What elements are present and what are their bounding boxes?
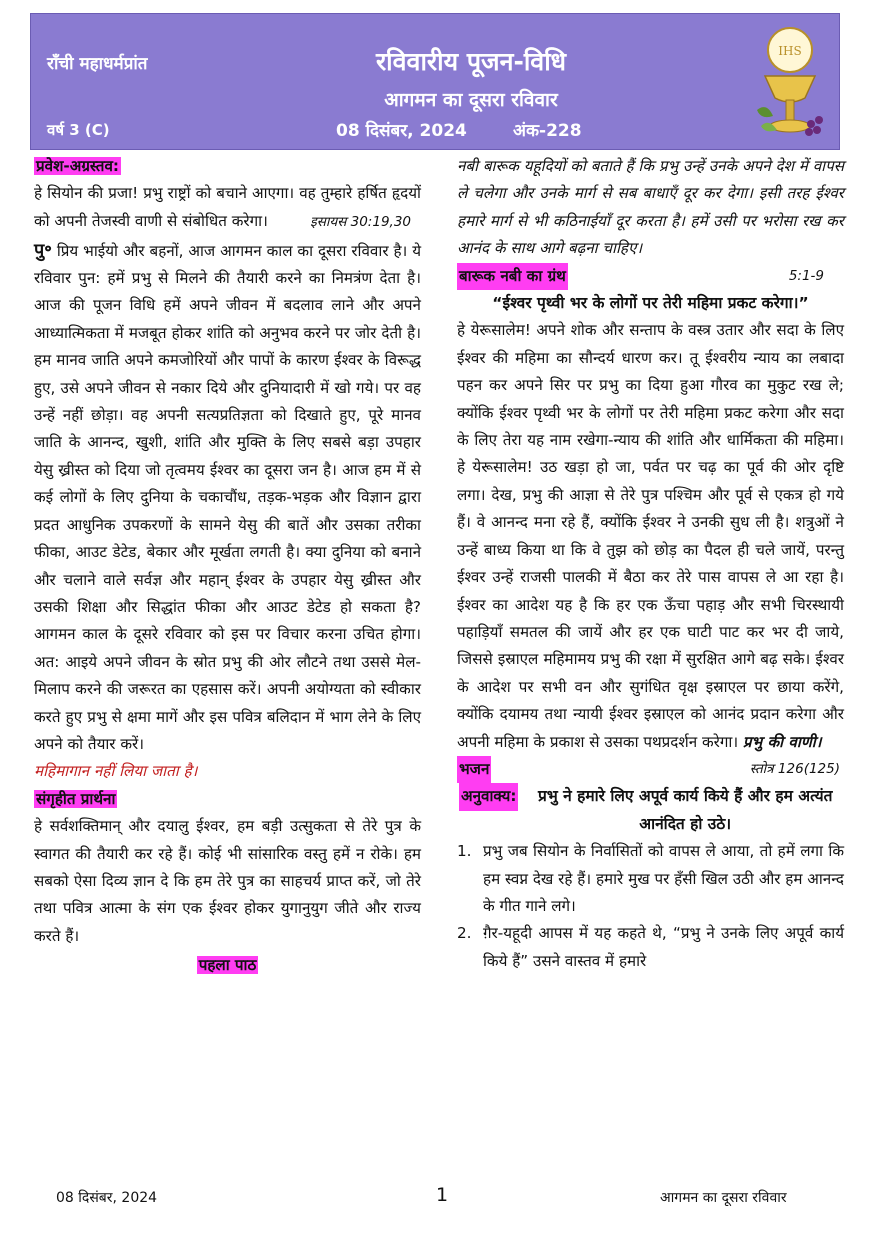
footer-date: 08 दिसंबर, 2024 xyxy=(56,1190,158,1206)
entrance-antiphon-heading: प्रवेश-अग्रस्तव: xyxy=(36,157,119,175)
reading-intro: नबी बारूक यहूदियों को बताते हैं कि प्रभु उन्हें उनके अपने देश में वापस ले चलेगा और उनके मार्ग से सब बाधाएँ दूर कर देगा। इसी तरह ईश्वर हमारे मार्ग से भी कठिनाईयाँ दूर करता है। हमें उसी पर भरोसा रख कर आनंद के साथ आगे बढ़ना चाहिए। xyxy=(457,157,844,258)
page-number: 1 xyxy=(436,1184,449,1206)
left-column xyxy=(34,153,421,980)
header-banner xyxy=(30,13,840,150)
verse-number: 2. xyxy=(457,924,472,943)
diocese-name: राँची महाधर्मप्रांत xyxy=(47,54,148,74)
footer-title: आगमन का दूसरा रविवार xyxy=(660,1190,787,1206)
verse-number: 1. xyxy=(457,842,472,861)
header-date: 08 दिसंबर, 2024 xyxy=(336,121,467,141)
right-column xyxy=(457,153,844,975)
intro-text: प्रिय भाईयो और बहनों, आज आगमन काल का दूसरा रविवार है। ये रविवार पुन: हमें प्रभु से मिलने की तैयारी करने का निमत्रंण देता है। आज की पूजन विधि हमें अपने जीवन में बदलाव लाने और अपने आध्यात्मिकता में मजबूत होकर शांति को अनुभव करने पर जोर देती है। हम मानव जाति अपने कमजोरियों और पापों के कारण ईश्वर के विरूद्ध हुए, उसे अपने जीवन से नकार दिये और दुनियादारी में खो गये। पर वह उन्हें नहीं छोड़ा। वह अपनी सत्यप्रतिज्ञता को दिखाते हुए, पूरे मानव जाति के आनन्द, खुशी, शांति और मुक्ति के लिए सबसे बड़ा उपहार येसु ख्रीस्त को दिया जो तृत्वमय ईश्वर का दूसरा जन है। आज हम में से कई लोगों के लिए दुनिया के चकाचौंध, तड़क-भड़क और विज्ञान द्वारा प्रदत आधुनिक उपकरणों के सामने येसु की बातें और उसका तरीका फीका, आउट डेटेड, बेकार और मूर्खता लगती है। क्या दुनिया को बनाने और चलाने वाले सर्वज्ञ और महान् ईश्वर के उपहार येसु ख्रीस्त और उसकी शिक्षा और सिद्धांत फीका और आउट डेटेड हो सकता है? आगमन काल के दूसरे रविवार को इस पर विचार करना उचित होगा। अत: आइये अपने जीवन के स्रोत प्रभु की ओर लौटने तथा उससे मेल-मिलाप करने की जरूरत का एहसास करें। अपनी अयोग्यता को स्वीकार करते हुए प्रभु से क्षमा मागें और इस पवित्र बलिदान में भाग लेने के लिए अपने को तैयार करें। xyxy=(34,241,421,753)
psalm-response xyxy=(459,783,844,838)
psalm-ref: स्तोत्र 126(125) xyxy=(749,760,840,777)
psalm-heading: भजन xyxy=(457,756,491,783)
collect-heading: संगृहीत प्रार्थना xyxy=(36,789,116,808)
issue-number: अंक-228 xyxy=(513,121,582,141)
page-title: रविवारीय पूजन-विधि xyxy=(375,47,567,76)
reading-closing: प्रभु की वाणी। xyxy=(742,732,822,751)
entrance-antiphon-text: हे सियोन की प्रजा! प्रभु राष्ट्रों को बचाने आएगा। वह तुम्हारे हर्षित हृदयों को अपनी तेजस्वी वाणी से संबोधित करेगा। xyxy=(34,184,421,230)
entrance-antiphon-ref: इसायस 30:19,30 xyxy=(310,214,411,231)
baruch-ref: 5:1-9 xyxy=(788,267,824,284)
intro-paragraph xyxy=(34,237,421,759)
psalm-verse xyxy=(457,920,844,975)
liturgical-year: वर्ष 3 (C) xyxy=(47,121,110,139)
psalm-verses xyxy=(457,838,844,975)
chalice-host-logo xyxy=(747,20,833,144)
verse-text: प्रभु जब सियोन के निर्वासितों को वापस ले आया, तो हमें लगा कि हम स्वप्न देख रहे हैं। हमारे मुख पर हँसी खिल उठी और हम आनन्द के गीत गाने लगे। xyxy=(483,842,844,915)
response-text: प्रभु ने हमारे लिए अपूर्व कार्य किये हैं और हम अत्यंत आनंदित हो उठे। xyxy=(538,787,833,833)
ihs-text: IHS xyxy=(778,44,802,58)
gloria-note: महिमागान नहीं लिया जाता है। xyxy=(34,762,198,781)
baruch-heading: बारूक नबी का ग्रंथ xyxy=(457,263,568,290)
psalm-verse xyxy=(457,838,844,920)
baruch-text xyxy=(457,317,844,756)
baruch-body: हे येरूसालेम! अपने शोक और सन्ताप के वस्त्र उतार और सदा के लिए ईश्वर की महिमा का सौन्दर्य धारण कर। तू ईश्वरीय न्याय का लबादा पहन कर अपने सिर पर प्रभु का दिया हुआ गौरव का मुकुट रख ले; क्योंकि ईश्वर पृथ्वी भर के लोगों पर तेरी महिमा प्रकट करेगा और सदा के लिए तेरा यह नाम रखेगा-न्याय की शांति और धार्मिकता की महिमा। हे येरूसालेम! उठ खड़ा हो जा, पर्वत पर चढ़ का पूर्व की ओर दृष्टि लगा। देख, प्रभु की आज्ञा से तेरे पुत्र पश्चिम और पूर्व से एकत्र हो गये हैं। वे आनन्द मना रहे हैं, क्योंकि ईश्वर ने उनकी सुध ली है। शत्रुओं ने उन्हें बाध्य किया था कि वे तुझ को छोड़ का पैदल ही चले जायें, परन्तु ईश्वर उन्हें राजसी पालकी में बैठा कर तेरे पास वापस ले आ रहा है। ईश्वर का आदेश यह है कि हर एक ऊँचा पहाड़ और सभी चिरस्थायी पहाड़ियाँ समतल की जायें और हर एक घाटी पाट कर भर दी जाये, जिससे इस्राएल महिमामय प्रभु की रक्षा में सुरक्षित आगे बढ़ सके। ईश्वर के आदेश पर सभी वन और सुगंधित वृक्ष इस्राएल पर छाया करेंगे, क्योंकि दयामय तथा न्यायी ईश्वर इस्राएल को आनंद प्रदान करेगा और अपनी महिमा के प्रकाश से उसका पथप्रदर्शन करेगा। xyxy=(457,321,844,751)
verse-text: ग़ैर-यहूदी आपस में यह कहते थे, “प्रभु ने उनके लिए अपूर्व कार्य किये हैं” उसने वास्तव में हमारे xyxy=(483,924,844,970)
priest-marker: पु॰ xyxy=(34,239,52,261)
response-label: अनुवाक्य: xyxy=(459,783,518,810)
baruch-quote: “ईश्वर पृथ्वी भर के लोगों पर तेरी महिमा प्रकट करेगा।” xyxy=(492,294,809,313)
page-subtitle: आगमन का दूसरा रविवार xyxy=(384,89,558,111)
collect-text: हे सर्वशक्तिमान् और दयालु ईश्वर, हम बड़ी उत्सुकता से तेरे पुत्र के स्वागत की तैयारी कर रहे हैं। कोई भी सांसारिक वस्तु हमें न रोके। हम सबको ऐसा दिव्य ज्ञान दे कि हम तेरे पुत्र का साहचर्य प्राप्त करें, जो तेरे तथा पवित्र आत्मा के संग एक ईश्वर होकर युगानुयुग जीते और राज्य करते हैं। xyxy=(34,817,421,945)
first-reading-heading: पहला पाठ xyxy=(198,956,257,975)
